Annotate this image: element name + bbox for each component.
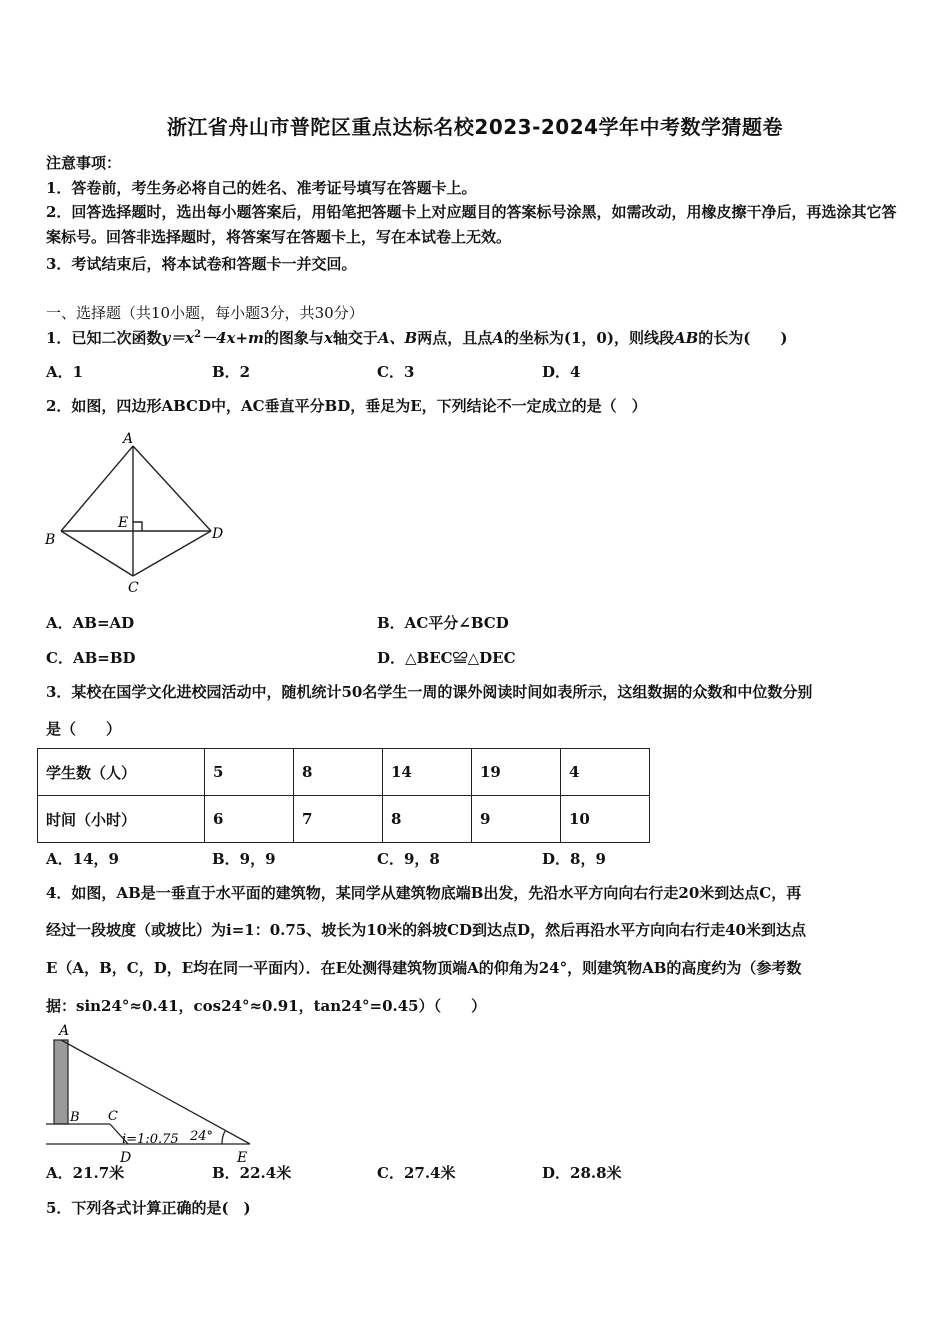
- q2-label-a: A: [123, 431, 134, 447]
- q4-label-e: E: [237, 1150, 248, 1166]
- section-heading: 一、选择题（共10小题，每小题3分，共30分）: [46, 304, 364, 322]
- question-5: 5．下列各式计算正确的是( ): [46, 1199, 251, 1217]
- table-cell: 8: [294, 749, 383, 796]
- q3-option-a[interactable]: A．14，9: [46, 850, 119, 868]
- q3-option-c[interactable]: C．9，8: [377, 850, 440, 868]
- question-3-line-2: 是（ ）: [46, 720, 122, 738]
- q1-text-f: 的长为( ): [698, 329, 788, 347]
- q2-option-d[interactable]: D．△BEC≌△DEC: [377, 649, 516, 667]
- question-1: [46, 327, 788, 348]
- q4-option-a[interactable]: A．21.7米: [46, 1164, 125, 1182]
- q1-number: 1．: [46, 329, 72, 347]
- q1-sup: 2: [194, 329, 202, 340]
- note-1: 1．答卷前，考生务必将自己的姓名、准考证号填写在答题卡上。: [46, 179, 477, 197]
- table-cell: 14: [383, 749, 472, 796]
- question-4-line-1: 4．如图，AB是一垂直于水平面的建筑物，某同学从建筑物底端B出发，先沿水平方向向右行走20米到达点C，再: [46, 884, 802, 902]
- q4-label-b: B: [70, 1110, 80, 1125]
- table-cell: 10: [561, 796, 650, 843]
- table-row: [38, 749, 650, 796]
- notes-heading: 注意事项：: [46, 154, 122, 172]
- q3-data-table: [37, 748, 650, 843]
- q4-label-a: A: [59, 1023, 70, 1039]
- q2-label-b: B: [45, 532, 56, 548]
- table-cell: 19: [472, 749, 561, 796]
- q2-option-c[interactable]: C．AB=BD: [46, 649, 136, 667]
- q2-edge-dc: [133, 531, 211, 576]
- q2-edge-ad: [133, 446, 211, 531]
- q1-text-d: 两点，且点: [417, 329, 493, 347]
- q1-option-d[interactable]: D．4: [542, 363, 581, 381]
- q2-edge-bc: [61, 531, 133, 576]
- q2-right-angle-mark: [133, 522, 142, 531]
- question-4-line-2: 经过一段坡度（或坡比）为i=1：0.75、坡长为10米的斜坡CD到达点D，然后再沿水平方向向右行走40米到达点: [46, 921, 806, 939]
- table-row-header: 学生数（人）: [38, 749, 205, 796]
- q2-label-e: E: [118, 515, 129, 531]
- q2-label-d: D: [212, 526, 224, 542]
- note-2: 2．回答选择题时，选出每小题答案后，用铅笔把答题卡上对应题目的答案标号涂黑，如需改动，用橡皮擦干净后，再选涂其它答案标号。回答非选择题时，将答案写在答题卡上，写在本试卷上无效。: [46, 203, 897, 246]
- table-cell: 9: [472, 796, 561, 843]
- q1-option-c[interactable]: C．3: [377, 363, 415, 381]
- q4-angle-arc: [222, 1131, 225, 1144]
- q4-option-c[interactable]: C．27.4米: [377, 1164, 456, 1182]
- q1-text-e: 的坐标为(1，0)，则线段: [503, 329, 674, 347]
- table-cell: 5: [205, 749, 294, 796]
- q3-option-b[interactable]: B．9，9: [212, 850, 276, 868]
- q1-x: x: [323, 329, 333, 347]
- q1-func-b: －4x+m: [201, 329, 264, 347]
- q2-option-b[interactable]: B．AC平分∠BCD: [377, 614, 509, 632]
- q4-label-d: D: [120, 1150, 132, 1166]
- note-3: 3．考试结束后，将本试卷和答题卡一并交回。: [46, 255, 357, 273]
- q3-option-d[interactable]: D．8，9: [542, 850, 606, 868]
- question-4-line-4: 据：sin24°≈0.41，cos24°≈0.91，tan24°=0.45）（ ）: [46, 997, 487, 1015]
- q4-slope-figure: [40, 1020, 260, 1166]
- q4-option-b[interactable]: B．22.4米: [212, 1164, 292, 1182]
- q2-option-a[interactable]: A．AB=AD: [46, 614, 135, 632]
- page-title: 浙江省舟山市普陀区重点达标名校2023-2024学年中考数学猜题卷: [166, 115, 784, 139]
- question-4-line-3: E（A，B，C，D，E均在同一平面内）．在E处测得建筑物顶端A的仰角为24°，则建筑物AB的高度约为（参考数: [46, 959, 802, 977]
- question-2: 2．如图，四边形ABCD中，AC垂直平分BD，垂足为E，下列结论不一定成立的是（ ）: [46, 397, 647, 415]
- table-cell: 4: [561, 749, 650, 796]
- q4-label-c: C: [108, 1109, 118, 1124]
- q1-pt-a: A: [492, 329, 504, 347]
- q4-slope-label: i=1:0.75: [122, 1132, 179, 1147]
- q1-pts: A、B: [377, 329, 418, 347]
- table-cell: 6: [205, 796, 294, 843]
- table-cell: 7: [294, 796, 383, 843]
- q2-label-c: C: [128, 580, 139, 596]
- table-row-header: 时间（小时）: [38, 796, 205, 843]
- q4-building-ab: [54, 1040, 68, 1124]
- q1-text-b: 的图象与: [263, 329, 324, 347]
- q1-text-c: 轴交于: [332, 329, 378, 347]
- q1-seg: AB: [673, 329, 699, 347]
- q1-func: y＝x: [161, 329, 195, 347]
- table-row: [38, 796, 650, 843]
- table-cell: 8: [383, 796, 472, 843]
- q2-quadrilateral-figure: [40, 428, 240, 598]
- q1-text-a: 已知二次函数: [71, 329, 162, 347]
- question-3-line-1: 3．某校在国学文化进校园活动中，随机统计50名学生一周的课外阅读时间如表所示，这组数据的众数和中位数分别: [46, 683, 813, 701]
- q1-option-b[interactable]: B．2: [212, 363, 251, 381]
- q4-option-d[interactable]: D．28.8米: [542, 1164, 622, 1182]
- q1-option-a[interactable]: A．1: [46, 363, 84, 381]
- q4-angle-label: 24°: [190, 1129, 214, 1144]
- q4-sight-line-ae: [61, 1040, 250, 1144]
